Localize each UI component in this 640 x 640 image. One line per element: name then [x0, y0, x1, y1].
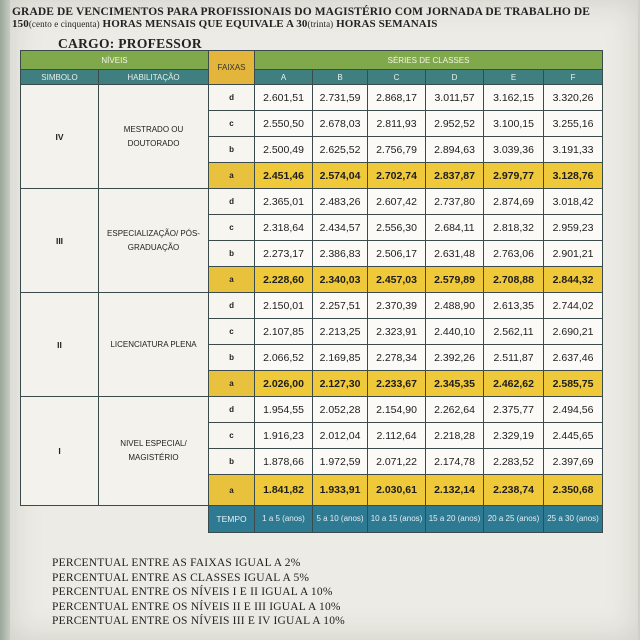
- tempo-range: 25 a 30 (anos): [544, 506, 603, 533]
- salary-value: 2.979,77: [484, 163, 544, 189]
- faixa-label: a: [209, 267, 255, 293]
- salary-value: 2.127,30: [313, 371, 368, 397]
- tempo-range: 15 a 20 (anos): [426, 506, 484, 533]
- salary-value: 2.607,42: [368, 189, 426, 215]
- salary-value: 1.954,55: [255, 397, 313, 423]
- weekly-text: HORAS SEMANAIS: [333, 18, 438, 30]
- salary-value: 2.874,69: [484, 189, 544, 215]
- hours-number: 150: [12, 18, 29, 30]
- salary-value: 3.320,26: [544, 85, 603, 111]
- salary-value: 2.345,35: [426, 371, 484, 397]
- salary-value: 2.273,17: [255, 241, 313, 267]
- salary-value: 2.318,64: [255, 215, 313, 241]
- salary-value: 2.370,39: [368, 293, 426, 319]
- salary-value: 2.613,35: [484, 293, 544, 319]
- tempo-label: TEMPO: [209, 506, 255, 533]
- tempo-row: [21, 506, 603, 533]
- class-header: E: [484, 70, 544, 85]
- cargo-title: CARGO: PROFESSOR: [58, 36, 202, 51]
- salary-value: 2.744,02: [544, 293, 603, 319]
- document-title: [12, 6, 622, 30]
- faixa-label: c: [209, 215, 255, 241]
- salary-value: 2.174,78: [426, 449, 484, 475]
- salary-value: 2.257,51: [313, 293, 368, 319]
- salary-value: 2.574,04: [313, 163, 368, 189]
- salary-value: 2.440,10: [426, 319, 484, 345]
- level-habilitacao: LICENCIATURA PLENA: [99, 293, 209, 397]
- salary-value: 2.579,89: [426, 267, 484, 293]
- salary-value: 2.952,52: [426, 111, 484, 137]
- salary-value: 3.018,42: [544, 189, 603, 215]
- faixa-label: b: [209, 345, 255, 371]
- salary-value: 2.228,60: [255, 267, 313, 293]
- salary-value: 1.878,66: [255, 449, 313, 475]
- salary-value: 2.107,85: [255, 319, 313, 345]
- salary-value: 2.386,83: [313, 241, 368, 267]
- salary-value: 3.128,76: [544, 163, 603, 189]
- salary-value: 2.071,22: [368, 449, 426, 475]
- salary-value: 2.556,30: [368, 215, 426, 241]
- salary-value: 1.841,82: [255, 475, 313, 506]
- title-line-1: GRADE DE VENCIMENTOS PARA PROFISSIONAIS DO MAGISTÉRIO COM JORNADA DE TRABALHO DE: [12, 6, 591, 18]
- salary-value: 2.169,85: [313, 345, 368, 371]
- salary-value: 2.844,32: [544, 267, 603, 293]
- class-header: C: [368, 70, 426, 85]
- hours-words: (cento e cinquenta): [28, 19, 100, 29]
- salary-value: 2.375,77: [484, 397, 544, 423]
- note-line: PERCENTUAL ENTRE AS FAIXAS IGUAL A 2%: [52, 557, 301, 569]
- tempo-spacer: [21, 506, 209, 533]
- salary-value: 2.631,48: [426, 241, 484, 267]
- class-header: A: [255, 70, 313, 85]
- salary-value: 2.012,04: [313, 423, 368, 449]
- salary-value: 1.916,23: [255, 423, 313, 449]
- salary-value: 2.262,64: [426, 397, 484, 423]
- salary-value: 2.350,68: [544, 475, 603, 506]
- table-row: [21, 397, 603, 423]
- faixas-header: FAIXAS: [209, 51, 255, 85]
- faixa-label: d: [209, 293, 255, 319]
- salary-value: 2.066,52: [255, 345, 313, 371]
- salary-value: 2.462,62: [484, 371, 544, 397]
- salary-value: 2.233,67: [368, 371, 426, 397]
- tempo-range: 5 a 10 (anos): [313, 506, 368, 533]
- salary-value: 3.162,15: [484, 85, 544, 111]
- level-habilitacao: NIVEL ESPECIAL/ MAGISTÉRIO: [99, 397, 209, 506]
- salary-value: 2.283,52: [484, 449, 544, 475]
- salary-value: 2.365,01: [255, 189, 313, 215]
- tempo-range: 20 a 25 (anos): [484, 506, 544, 533]
- simbolo-header: SIMBOLO: [21, 70, 99, 85]
- salary-value: 2.494,56: [544, 397, 603, 423]
- salary-value: 2.500,49: [255, 137, 313, 163]
- faixa-label: c: [209, 423, 255, 449]
- note-line: PERCENTUAL ENTRE OS NÍVEIS II E III IGUAL A 10%: [52, 600, 341, 613]
- salary-value: 2.684,11: [426, 215, 484, 241]
- salary-value: 3.100,15: [484, 111, 544, 137]
- salary-value: 2.434,57: [313, 215, 368, 241]
- salary-value: 2.763,06: [484, 241, 544, 267]
- faixa-label: b: [209, 241, 255, 267]
- salary-value: 2.511,87: [484, 345, 544, 371]
- table-row: [21, 189, 603, 215]
- faixa-label: a: [209, 475, 255, 506]
- salary-value: 2.959,23: [544, 215, 603, 241]
- table-row: [21, 293, 603, 319]
- salary-value: 2.238,74: [484, 475, 544, 506]
- salary-value: 2.585,75: [544, 371, 603, 397]
- salary-value: 2.506,17: [368, 241, 426, 267]
- salary-value: 2.601,51: [255, 85, 313, 111]
- salary-value: 2.818,32: [484, 215, 544, 241]
- salary-value: 2.154,90: [368, 397, 426, 423]
- salary-value: 2.678,03: [313, 111, 368, 137]
- salary-table: [20, 50, 603, 533]
- salary-value: 2.690,21: [544, 319, 603, 345]
- class-header: D: [426, 70, 484, 85]
- page-edge: [0, 0, 10, 640]
- salary-value: 2.731,59: [313, 85, 368, 111]
- salary-value: 2.150,01: [255, 293, 313, 319]
- faixa-label: c: [209, 111, 255, 137]
- salary-value: 2.397,69: [544, 449, 603, 475]
- tempo-range: 10 a 15 (anos): [368, 506, 426, 533]
- salary-value: 3.191,33: [544, 137, 603, 163]
- salary-value: 2.894,63: [426, 137, 484, 163]
- level-symbol: IV: [21, 85, 99, 189]
- salary-value: 2.392,26: [426, 345, 484, 371]
- faixa-label: b: [209, 449, 255, 475]
- salary-value: 2.868,17: [368, 85, 426, 111]
- salary-value: 2.340,03: [313, 267, 368, 293]
- title-line-2: [12, 18, 622, 30]
- salary-value: 2.132,14: [426, 475, 484, 506]
- weekly-words: (trinta): [307, 19, 334, 29]
- salary-value: 2.756,79: [368, 137, 426, 163]
- faixa-label: d: [209, 397, 255, 423]
- faixa-label: c: [209, 319, 255, 345]
- salary-value: 2.483,26: [313, 189, 368, 215]
- series-header: SÉRIES DE CLASSES: [255, 51, 603, 70]
- table-row: [21, 85, 603, 111]
- level-habilitacao: ESPECIALIZAÇÃO/ PÓS-GRADUAÇÃO: [99, 189, 209, 293]
- faixa-label: a: [209, 371, 255, 397]
- note-line: PERCENTUAL ENTRE OS NÍVEIS III E IV IGUAL A 10%: [52, 615, 345, 628]
- salary-value: 2.329,19: [484, 423, 544, 449]
- salary-value: 3.011,57: [426, 85, 484, 111]
- salary-value: 2.837,87: [426, 163, 484, 189]
- salary-value: 2.445,65: [544, 423, 603, 449]
- salary-value: 2.213,25: [313, 319, 368, 345]
- salary-value: 2.323,91: [368, 319, 426, 345]
- salary-value: 2.550,50: [255, 111, 313, 137]
- faixa-label: a: [209, 163, 255, 189]
- salary-value: 2.457,03: [368, 267, 426, 293]
- salary-value: 2.030,61: [368, 475, 426, 506]
- niveis-header: NÍVEIS: [21, 51, 209, 70]
- salary-value: 2.451,46: [255, 163, 313, 189]
- salary-value: 2.112,64: [368, 423, 426, 449]
- faixa-label: b: [209, 137, 255, 163]
- salary-value: 1.972,59: [313, 449, 368, 475]
- habilitacao-header: HABILITAÇÃO: [99, 70, 209, 85]
- hours-text: HORAS MENSAIS QUE EQUIVALE A 30: [99, 18, 308, 30]
- level-symbol: I: [21, 397, 99, 506]
- faixa-label: d: [209, 189, 255, 215]
- salary-value: 2.278,34: [368, 345, 426, 371]
- note-line: PERCENTUAL ENTRE OS NÍVEIS I E II IGUAL A 10%: [52, 586, 333, 599]
- salary-value: 2.702,74: [368, 163, 426, 189]
- salary-value: 2.218,28: [426, 423, 484, 449]
- salary-value: 2.901,21: [544, 241, 603, 267]
- faixa-label: d: [209, 85, 255, 111]
- salary-value: 2.026,00: [255, 371, 313, 397]
- note-line: PERCENTUAL ENTRE AS CLASSES IGUAL A 5%: [52, 571, 310, 584]
- tempo-range: 1 a 5 (anos): [255, 506, 313, 533]
- salary-value: 2.811,93: [368, 111, 426, 137]
- class-header: F: [544, 70, 603, 85]
- salary-value: 2.737,80: [426, 189, 484, 215]
- notes-list: [52, 556, 612, 629]
- salary-value: 2.708,88: [484, 267, 544, 293]
- level-symbol: III: [21, 189, 99, 293]
- level-symbol: II: [21, 293, 99, 397]
- class-header: B: [313, 70, 368, 85]
- salary-value: 3.255,16: [544, 111, 603, 137]
- salary-value: 2.625,52: [313, 137, 368, 163]
- salary-value: 2.637,46: [544, 345, 603, 371]
- salary-value: 2.488,90: [426, 293, 484, 319]
- salary-value: 2.052,28: [313, 397, 368, 423]
- salary-value: 2.562,11: [484, 319, 544, 345]
- salary-value: 3.039,36: [484, 137, 544, 163]
- salary-value: 1.933,91: [313, 475, 368, 506]
- level-habilitacao: MESTRADO OU DOUTORADO: [99, 85, 209, 189]
